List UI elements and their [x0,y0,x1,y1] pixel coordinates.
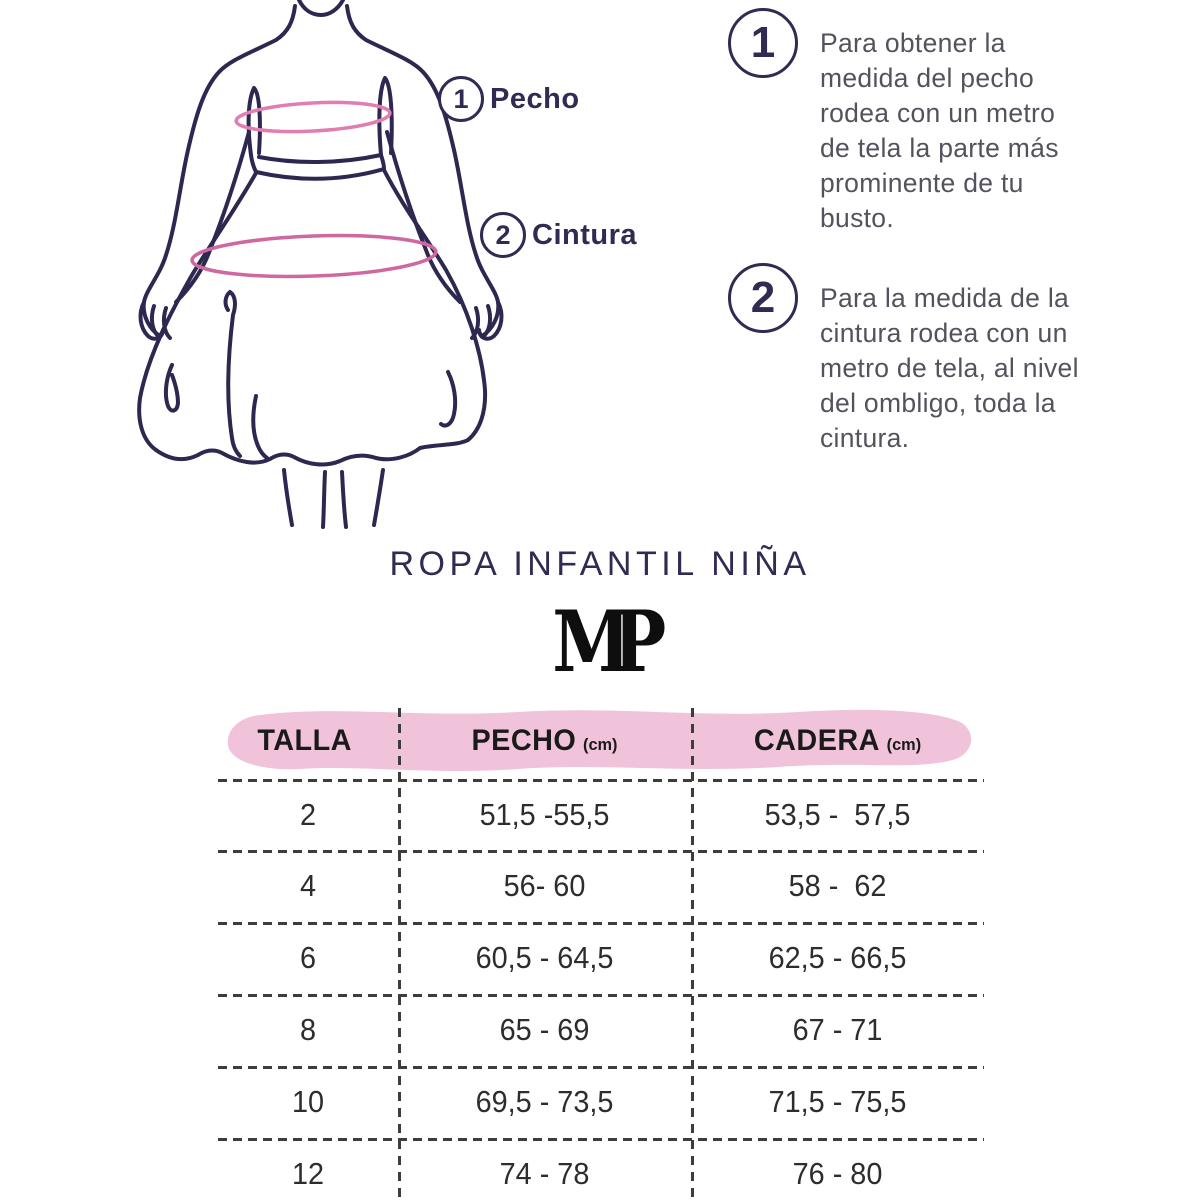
instruction-2-text: Para la medida de la cintura rodea con un metro de tela, al nivel del ombligo, toda la cintura. [820,283,1079,453]
talla-value: 12 [291,1156,325,1191]
figure-right-leg-outer [374,470,383,525]
figure-band-end-right [381,155,384,169]
cadera-value: 62,5 - 66,5 [768,940,907,975]
pecho-value: 69,5 - 73,5 [475,1084,614,1119]
header-cadera-label: CADERA [753,724,880,757]
table-row [218,1138,984,1200]
size-table [218,700,984,1200]
figure-left-strap [249,88,260,155]
figure-chest-band-top [259,155,381,162]
figure-left-leg-inner [323,472,325,527]
header-talla-label: TALLA [257,724,352,757]
figure-right-leg-inner [342,472,346,527]
instruction-2-number: 2 [750,273,776,322]
pecho-value: 60,5 - 64,5 [475,940,614,975]
pecho-value: 74 - 78 [499,1156,590,1191]
table-row [218,779,984,850]
instruction-1-number: 1 [750,18,776,67]
cadera-value: 53,5 - 57,5 [764,796,911,832]
figure-skirt-fold-long [226,292,240,456]
table-header-row [218,710,984,772]
cintura-number: 2 [495,219,511,250]
pecho-number: 1 [453,83,469,114]
talla-value: 10 [291,1084,325,1119]
figure-skirt-right-edge [384,170,485,440]
talla-value: 4 [299,868,317,903]
table-row [218,922,984,994]
pecho-value: 51,5 -55,5 [479,796,610,832]
waist-measure-line [191,232,436,280]
instruction-2-circle [728,263,798,333]
pecho-number-circle [438,76,484,122]
header-talla [222,710,395,772]
header-pecho-unit: (cm) [583,735,618,754]
instruction-block-2 [728,263,1100,513]
pecho-label-text: Pecho [490,82,580,115]
figure-left-leg-outer [284,470,292,525]
cadera-value: 58 - 62 [788,868,887,903]
pecho-pointer-label [438,76,580,122]
brand-logo: MP [552,592,648,691]
figure-skirt-left-edge [139,173,256,450]
figure-left-outline [144,6,295,336]
figure-chin-line [299,0,343,15]
pecho-value: 56- 60 [503,868,586,903]
table-row [218,994,984,1066]
figure-skirt-fold-left-loop [166,365,178,411]
cintura-pointer-label [480,212,637,258]
cintura-label-text: Cintura [532,218,637,251]
figure-skirt-fold-short [253,396,267,458]
talla-value: 8 [299,1012,317,1047]
instruction-1-circle [728,8,798,78]
header-cadera-unit: (cm) [886,735,922,754]
figure-band-end-left [251,155,256,172]
instruction-block-1 [728,8,1100,258]
header-pecho [404,710,685,772]
figure-chest-band-bottom [256,169,384,179]
header-cadera [697,710,978,772]
pecho-value: 65 - 69 [499,1012,590,1047]
talla-value: 6 [299,940,317,975]
cadera-value: 76 - 80 [792,1156,883,1191]
table-row [218,850,984,922]
figure-skirt-hem [156,440,468,464]
section-title: ROPA INFANTIL NIÑA [389,545,811,583]
cintura-number-circle [480,212,526,258]
talla-value: 2 [299,796,317,832]
header-pecho-label: PECHO [471,724,577,757]
figure-skirt-fold-right-hook [441,372,455,426]
table-row [218,1066,984,1138]
cadera-value: 71,5 - 75,5 [768,1084,907,1119]
instruction-1-text: Para obtener la medida del pecho rodea con un metro de tela la parte más prominente de tu busto. [820,28,1059,233]
cadera-value: 67 - 71 [792,1012,883,1047]
